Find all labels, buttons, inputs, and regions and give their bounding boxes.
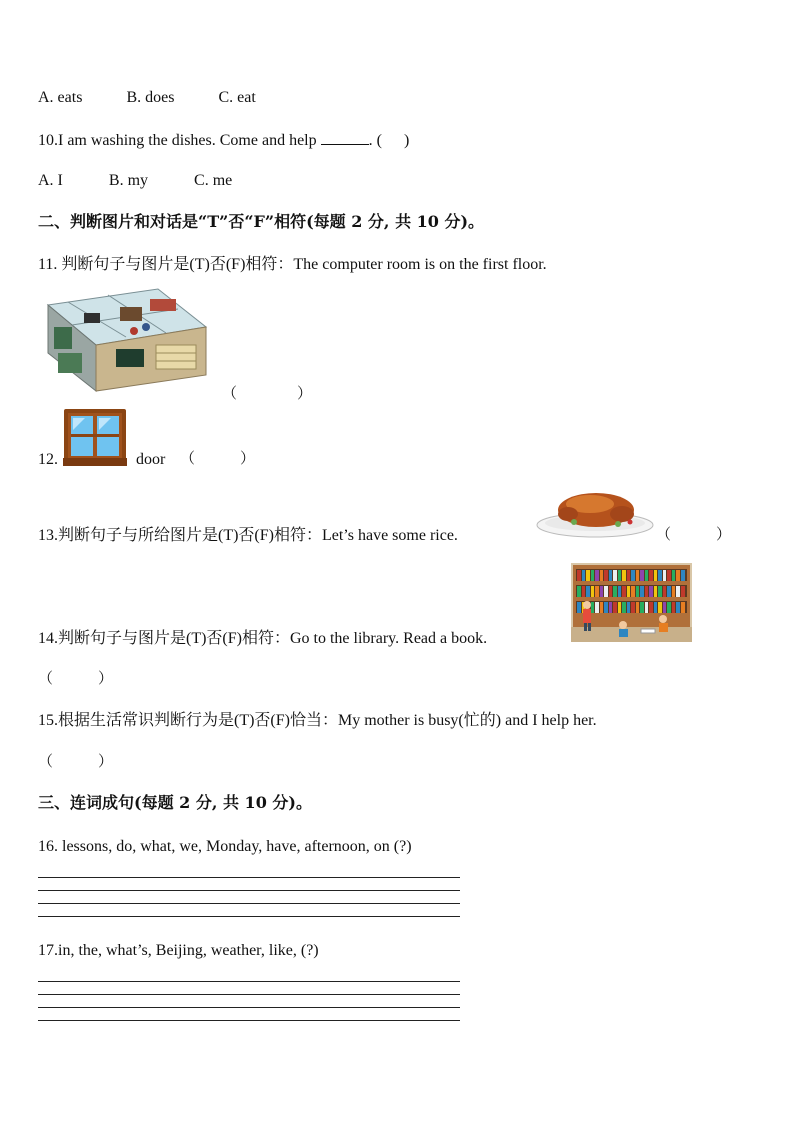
q10-close-paren: ) — [403, 132, 410, 149]
q16-answer-line-1[interactable] — [38, 877, 460, 878]
q17-answer-line-2[interactable] — [38, 994, 460, 995]
q13-question: 13.判断句子与所给图片是(T)否(F)相符：Let’s have some rice. — [38, 527, 458, 544]
q17-answer-line-1[interactable] — [38, 981, 460, 982]
window-picture — [63, 408, 127, 466]
q11-question: 11. 判断句子与图片是(T)否(F)相符：The computer room is on the first floor. — [38, 256, 547, 273]
library-bookshelf-picture — [571, 563, 692, 642]
q15-answer-paren[interactable]: （ ） — [38, 754, 114, 770]
q12-number: 12. — [38, 451, 58, 468]
q10-options — [38, 171, 232, 191]
q10-option-a: A. I — [38, 172, 63, 189]
q16-answer-line-3[interactable] — [38, 903, 460, 904]
section-2-heading: 二、判断图片和对话是“T”否“F”相符(每题 2 分, 共 10 分)。 — [38, 212, 485, 231]
q16-answer-line-2[interactable] — [38, 890, 460, 891]
q9-options — [38, 88, 256, 108]
q12-answer-paren[interactable]: （ ） — [180, 451, 256, 467]
q17-question: 17.in, the, what’s, Beijing, weather, like, (?) — [38, 942, 319, 959]
q10-answer-blank[interactable] — [321, 130, 369, 145]
q9-option-b: B. does — [126, 89, 175, 106]
q10-stem-text: 10.I am washing the dishes. Come and help — [38, 132, 317, 149]
q10-option-c: C. me — [194, 172, 233, 189]
q10-option-b: B. my — [108, 172, 149, 189]
roast-turkey-picture — [534, 478, 656, 540]
q10-stem — [38, 130, 409, 151]
q11-answer-paren[interactable]: （ ） — [222, 386, 313, 402]
q16-answer-line-4[interactable] — [38, 916, 460, 917]
q10-stem-after: . ( — [368, 132, 382, 149]
q14-answer-paren[interactable]: （ ） — [38, 671, 114, 687]
section-3-heading: 三、连词成句(每题 2 分, 共 10 分)。 — [38, 793, 312, 812]
q15-question: 15.根据生活常识判断行为是(T)否(F)恰当：My mother is busy(忙的) and I help her. — [38, 712, 597, 729]
q14-question: 14.判断句子与图片是(T)否(F)相符：Go to the library. Read a book. — [38, 630, 488, 647]
q12-word: door — [136, 451, 166, 468]
q16-question: 16. lessons, do, what, we, Monday, have, afternoon, on (?) — [38, 838, 412, 855]
q13-answer-paren[interactable]: （ ） — [656, 527, 732, 543]
q9-option-c: C. eat — [218, 89, 256, 106]
school-building-picture — [38, 287, 212, 393]
q17-answer-line-4[interactable] — [38, 1020, 460, 1021]
q17-answer-line-3[interactable] — [38, 1007, 460, 1008]
q9-option-a: A. eats — [38, 89, 83, 106]
